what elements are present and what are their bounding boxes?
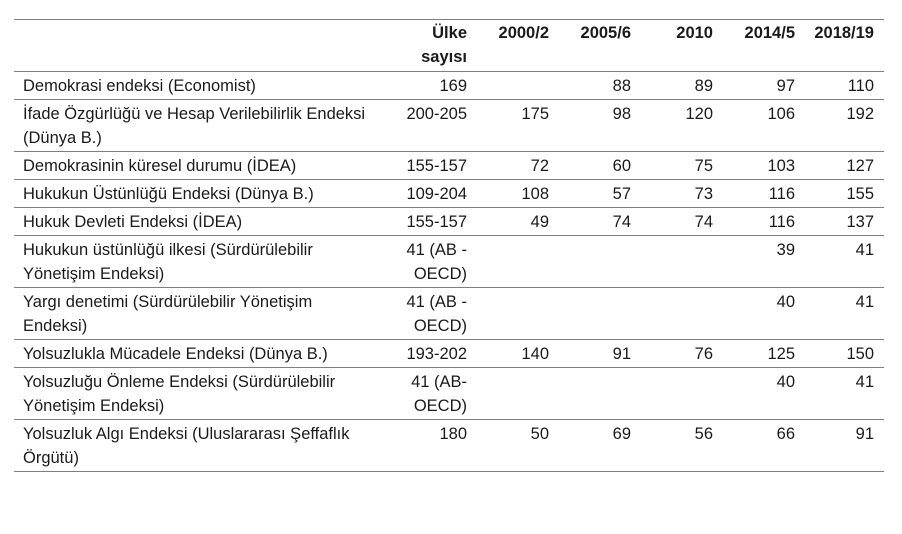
table-row [14,340,884,368]
table-row [14,100,884,152]
value-2014-5: 116 [768,185,795,203]
value-2014-5: 106 [767,105,795,123]
table-row [14,420,884,472]
value-2000-2 [477,236,559,288]
value-2018-19: 127 [846,157,874,175]
country-count-label: 41 (AB- OECD) [411,373,467,415]
index-name: Demokrasinin küresel durumu (İDEA) [23,157,297,175]
index-name: Hukuk Devleti Endeksi (İDEA) [23,213,243,231]
header-2018-19: 2018/19 [814,24,874,42]
table-row [14,288,884,340]
country-count: 109-204 [406,185,467,203]
value-2005-6 [559,236,641,288]
value-2010: 75 [694,157,713,175]
value-2000-2 [477,72,559,100]
country-count: 180 [439,425,467,443]
value-2000-2: 175 [521,105,549,123]
country-count: 200-205 [406,105,467,123]
value-2018-19: 192 [846,105,874,123]
value-2014-5: 66 [776,425,795,443]
table-row [14,152,884,180]
value-2005-6: 69 [612,425,631,443]
country-count: 155-157 [406,157,467,175]
value-2018-19: 41 [855,241,874,259]
value-2000-2: 108 [521,185,549,203]
value-2000-2: 50 [530,425,549,443]
country-count-label: 41 (AB - OECD) [406,293,467,335]
value-2005-6: 57 [612,185,631,203]
country-count: 193-202 [406,345,467,363]
value-2010: 89 [694,77,713,95]
table-row [14,236,884,288]
value-2014-5: 125 [767,345,795,363]
index-name: Hukukun üstünlüğü ilkesi (Sürdürülebilir Yönetişim Endeksi) [23,241,313,283]
index-name: Yargı denetimi (Sürdürülebilir Yönetişim Endeksi) [23,293,313,335]
country-count: 169 [439,77,467,95]
table-row [14,72,884,100]
value-2010 [641,288,723,340]
table-row [14,368,884,420]
value-2000-2 [477,288,559,340]
table-header-row [14,20,884,72]
value-2005-6: 74 [612,213,631,231]
value-2005-6: 91 [612,345,631,363]
index-name: Hukukun Üstünlüğü Endeksi (Dünya B.) [23,185,314,203]
header-2014-5: 2014/5 [744,24,795,42]
value-2018-19: 91 [855,425,874,443]
value-2010 [641,368,723,420]
value-2018-19: 155 [846,185,874,203]
value-2005-6: 60 [612,157,631,175]
index-name: Yolsuzluk Algı Endeksi (Uluslararası Şeffaflık Örgütü) [23,425,350,467]
value-2010: 73 [694,185,713,203]
country-count [381,368,477,420]
value-2014-5: 40 [776,293,795,311]
index-table [14,19,884,472]
value-2018-19: 137 [846,213,874,231]
header-2010: 2010 [676,24,713,42]
value-2010: 56 [694,425,713,443]
header-country-count-label: Ülke sayısı [421,24,467,66]
value-2010: 76 [694,345,713,363]
value-2010: 74 [694,213,713,231]
value-2014-5: 39 [776,241,795,259]
country-count-label: 41 (AB - OECD) [406,241,467,283]
value-2005-6: 88 [612,77,631,95]
table-row [14,208,884,236]
country-count [381,288,477,340]
value-2010: 120 [685,105,713,123]
value-2014-5: 116 [768,213,795,231]
header-2000-2: 2000/2 [498,24,549,42]
value-2014-5: 40 [776,373,795,391]
value-2000-2: 72 [530,157,549,175]
value-2000-2 [477,368,559,420]
value-2018-19: 110 [847,77,874,95]
index-name: İfade Özgürlüğü ve Hesap Verilebilirlik Endeksi (Dünya B.) [23,105,366,147]
header-country-count [381,20,477,72]
value-2018-19: 150 [846,345,874,363]
value-2010 [641,236,723,288]
value-2005-6 [559,368,641,420]
value-2014-5: 103 [767,157,795,175]
value-2005-6 [559,288,641,340]
index-name: Yolsuzlukla Mücadele Endeksi (Dünya B.) [23,345,328,363]
index-name: Demokrasi endeksi (Economist) [23,77,256,95]
value-2014-5: 97 [776,77,795,95]
header-2005-6: 2005/6 [580,24,631,42]
country-count [381,236,477,288]
value-2018-19: 41 [855,373,874,391]
index-name: Yolsuzluğu Önleme Endeksi (Sürdürülebilir Yönetişim Endeksi) [23,373,336,415]
value-2005-6: 98 [612,105,631,123]
value-2000-2: 49 [530,213,549,231]
table-row [14,180,884,208]
header-index-name [14,20,381,72]
country-count: 155-157 [406,213,467,231]
value-2000-2: 140 [521,345,549,363]
value-2018-19: 41 [855,293,874,311]
